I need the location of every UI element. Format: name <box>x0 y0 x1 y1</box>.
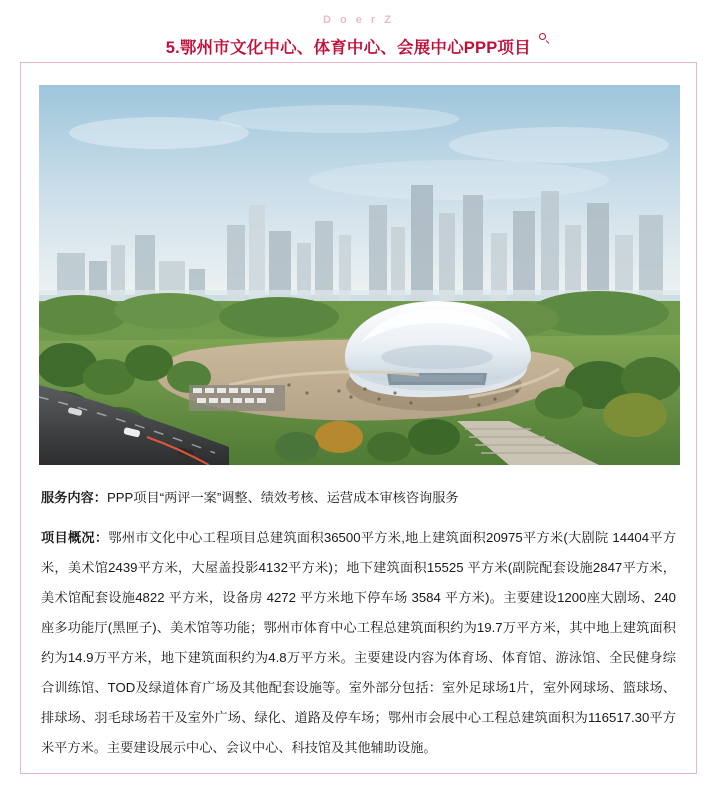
page-title: 5.鄂州市文化中心、体育中心、会展中心PPP项目 <box>165 39 531 57</box>
project-rendering <box>39 85 680 465</box>
overview-label: 项目概况： <box>41 530 109 545</box>
overview-paragraph <box>41 523 676 763</box>
project-text <box>39 465 678 763</box>
service-label: 服务内容： <box>41 490 107 505</box>
watermark-text: D o e r Z <box>322 14 394 26</box>
overview-text: 鄂州市文化中心工程项目总建筑面积36500平方米,地上建筑面积20975平方米(大剧院 14404平方米，美术馆2439平方米，大屋盖投影4132平方米)；地下建筑面积15525 平方米(副院配套设施2847平方米，美术馆配套设施4822 平方米，设备房 4272 平方米地下停车场 3584 平方米)。主要建设1200座大剧场、240 座多功能厅(黑匣子)、美术馆等功能；鄂州市体育中心工程总建筑面积约为19.7万平方米，其中地上建筑面积约为14.9万平方米，地下建筑面积约为4.8万平方米。主要建设内容为体育场、体育馆、游泳馆、全民健身综合训练馆、TOD及绿道体育广场及其他配套设施等。室外部分包括：室外足球场1片，室外网球场、篮球场、排球场、羽毛球场若干及室外广场、绿化、道路及停车场；鄂州市会展中心工程总建筑面积为116517.30平方米平方米。主要建设展示中心、会议中心、科技馆及其他辅助设施。 <box>41 530 677 755</box>
search-icon[interactable] <box>539 32 551 50</box>
content-card <box>20 62 697 774</box>
service-paragraph <box>41 483 676 513</box>
service-text: PPP项目“两评一案”调整、绩效考核、运营成本审核咨询服务 <box>106 490 459 505</box>
